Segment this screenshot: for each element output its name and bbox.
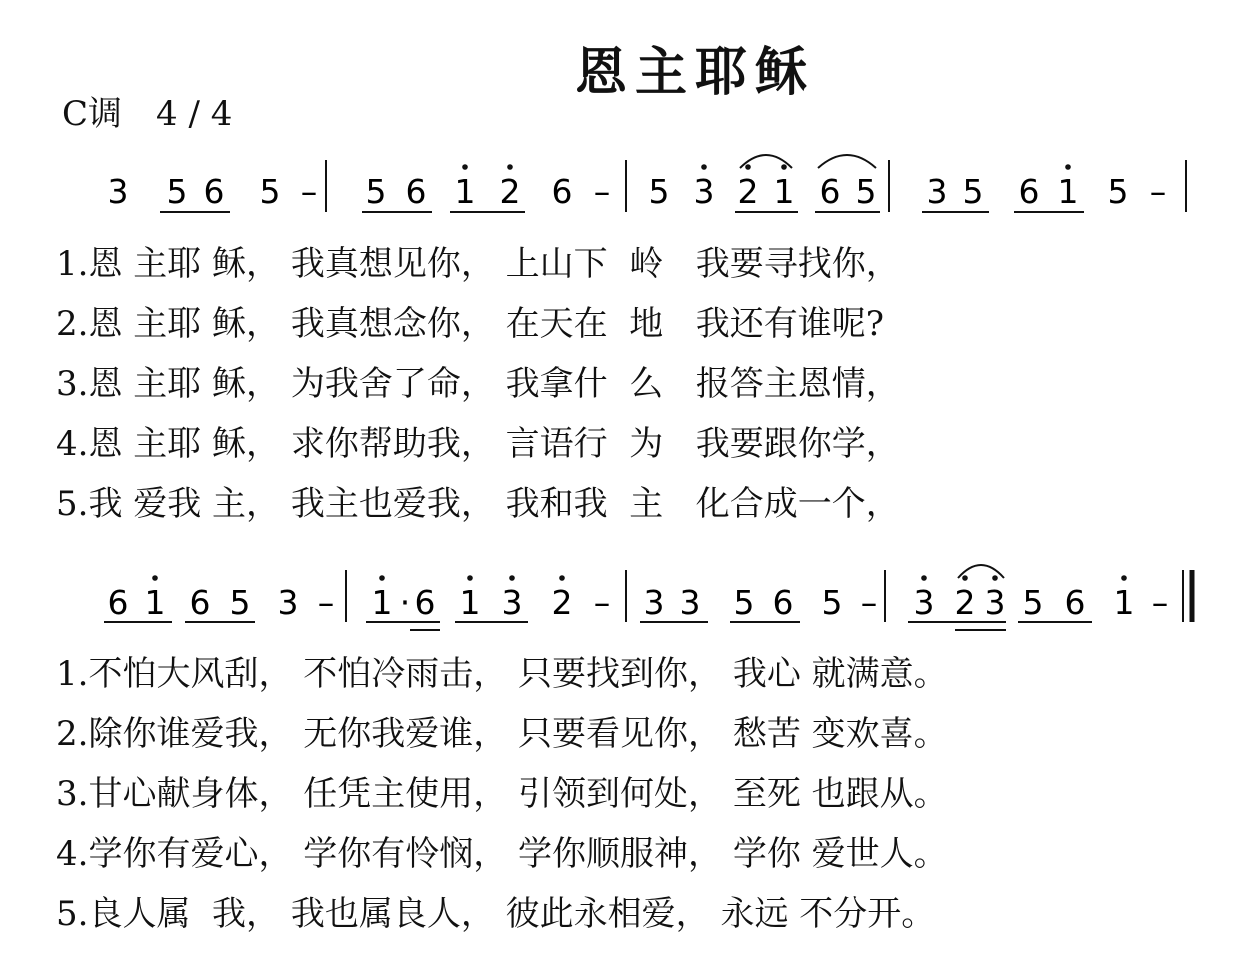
s2-note: 6 [1064, 583, 1086, 622]
s1-high-octave-dot [1065, 164, 1071, 170]
s2-note: 3 [277, 583, 299, 622]
lyric-line-s1-v5: 5.我 爱我 主， 我主也爱我， 我和我 主 化合成一个， [56, 484, 900, 524]
s1-high-octave-dot [462, 164, 468, 170]
s2-note: – [1151, 583, 1169, 622]
lyric-line-s1-v3: 3.恩 主耶 稣， 为我舍了命， 我拿什 么 报答主恩情， [56, 364, 900, 404]
s2-note: 3 [913, 583, 935, 622]
s1-note: 1 [773, 172, 795, 211]
s2-note: 2 [551, 583, 573, 622]
s2-note: 5 [733, 583, 755, 622]
s2-note: – [317, 583, 335, 622]
s2-note: 1 [459, 583, 481, 622]
lyric-line-s2-v5: 5.良人属 我， 我也属良人， 彼此永相爱， 永远 不分开。 [56, 894, 936, 934]
s2-note: · [399, 583, 411, 622]
s1-note: 5 [166, 172, 188, 211]
lyric-line-s2-v3: 3.甘心献身体， 任凭主使用， 引领到何处， 至死 也跟从。 [56, 774, 948, 814]
lyric-line-s2-v1: 1.不怕大风刮， 不怕冷雨击， 只要找到你， 我心 就满意。 [56, 654, 948, 694]
lyric-line-s1-v1: 1.恩 主耶 稣， 我真想见你， 上山下 岭 我要寻找你， [56, 244, 900, 284]
s2-note: 5 [1022, 583, 1044, 622]
s1-note: 2 [499, 172, 521, 211]
s2-note: – [860, 583, 878, 622]
s2-high-octave-dot [921, 575, 927, 581]
s1-note: 5 [1107, 172, 1129, 211]
s1-note: 3 [926, 172, 948, 211]
lyric-line-s1-v2: 2.恩 主耶 稣， 我真想念你， 在天在 地 我还有谁呢? [56, 304, 884, 344]
s1-note: 1 [1057, 172, 1079, 211]
s1-high-octave-dot [781, 164, 787, 170]
s2-high-octave-dot [962, 575, 968, 581]
s2-note: 2 [954, 583, 976, 622]
s1-note: 3 [693, 172, 715, 211]
lyric-line-s2-v4: 4.学你有爱心， 学你有怜悯， 学你顺服神， 学你 爱世人。 [56, 834, 948, 874]
s2-high-octave-dot [1121, 575, 1127, 581]
s2-note: 5 [229, 583, 251, 622]
s1-high-octave-dot [507, 164, 513, 170]
s1-note: – [300, 172, 318, 211]
s2-note: 3 [679, 583, 701, 622]
key-signature: C调 4 / 4 [62, 94, 233, 134]
s1-note: 6 [819, 172, 841, 211]
s2-note: 1 [144, 583, 166, 622]
lyric-line-s1-v4: 4.恩 主耶 稣， 求你帮助我， 言语行 为 我要跟你学， [56, 424, 900, 464]
s2-note: 3 [501, 583, 523, 622]
s1-note: 5 [962, 172, 984, 211]
s1-note: 6 [203, 172, 225, 211]
s2-note: – [593, 583, 611, 622]
s1-note: 5 [259, 172, 281, 211]
s2-high-octave-dot [992, 575, 998, 581]
s1-slur [818, 155, 876, 168]
s1-note: 5 [648, 172, 670, 211]
s1-note: 6 [1018, 172, 1040, 211]
s1-note: – [593, 172, 611, 211]
s2-note: 1 [371, 583, 393, 622]
s1-note: 1 [454, 172, 476, 211]
s2-high-octave-dot [509, 575, 515, 581]
lyric-line-s2-v2: 2.除你谁爱我， 无你我爱谁， 只要看见你， 愁苦 变欢喜。 [56, 714, 948, 754]
s2-note: 6 [189, 583, 211, 622]
s1-high-octave-dot [745, 164, 751, 170]
s1-note: 6 [551, 172, 573, 211]
s2-note: 3 [984, 583, 1006, 622]
s2-note: 1 [1113, 583, 1135, 622]
s2-note: 6 [107, 583, 129, 622]
s1-note: 3 [107, 172, 129, 211]
s1-note: 5 [365, 172, 387, 211]
s2-high-octave-dot [559, 575, 565, 581]
s2-high-octave-dot [467, 575, 473, 581]
s2-high-octave-dot [379, 575, 385, 581]
s2-note: 6 [772, 583, 794, 622]
s1-note: 6 [405, 172, 427, 211]
s1-note: 2 [737, 172, 759, 211]
s2-note: 6 [414, 583, 436, 622]
s1-note: – [1149, 172, 1167, 211]
song-title: 恩主耶稣 [575, 43, 816, 103]
s2-high-octave-dot [152, 575, 158, 581]
s2-note: 3 [643, 583, 665, 622]
s2-note: 5 [821, 583, 843, 622]
s1-note: 5 [855, 172, 877, 211]
s1-high-octave-dot [701, 164, 707, 170]
